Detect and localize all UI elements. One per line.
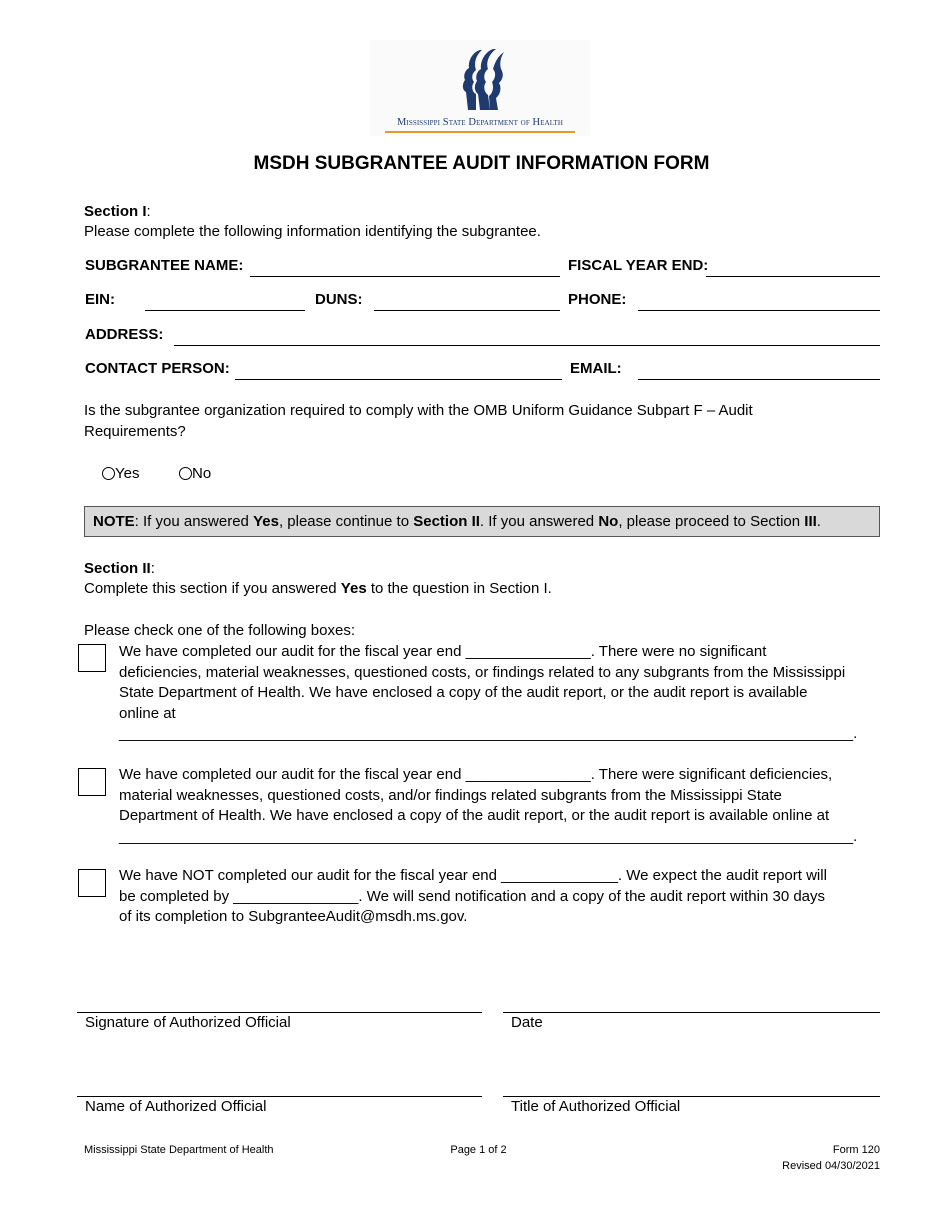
- option1-checkbox[interactable]: [78, 644, 106, 672]
- section2-instructions: [84, 579, 552, 599]
- radio-yes[interactable]: [102, 467, 115, 480]
- section2-instr-a: Complete this section if you answered: [84, 580, 341, 597]
- omb-question-line1: Is the subgrantee organization required to comply with the OMB Uniform Guidance Subpart F – Audit: [84, 402, 753, 419]
- fiscal-year-end-field[interactable]: [706, 276, 880, 277]
- signature-label: Signature of Authorized Official: [85, 1014, 291, 1031]
- option2-checkbox[interactable]: [78, 768, 106, 796]
- note-text-5: .: [816, 513, 821, 530]
- msdh-logo-mark: [370, 40, 590, 112]
- contact-person-field[interactable]: [235, 379, 562, 380]
- radio-no-label: No: [192, 465, 212, 482]
- note-section-iii: III: [804, 513, 817, 530]
- email-label: EMAIL:: [570, 360, 622, 377]
- ein-label: EIN:: [85, 291, 115, 308]
- section1-heading-text: Section I: [84, 203, 147, 220]
- msdh-logo: [370, 40, 590, 136]
- option1-line3: State Department of Health. We have enclosed a copy of the audit report, or the audit report is available: [119, 684, 808, 701]
- duns-field[interactable]: [374, 310, 560, 311]
- title-label: Title of Authorized Official: [511, 1098, 681, 1115]
- fiscal-year-end-label: FISCAL YEAR END:: [568, 257, 709, 274]
- footer-form-number: Form 120: [832, 1144, 880, 1156]
- note-text-3: . If you answered: [479, 513, 599, 530]
- footer-page-number: Page 1 of 2: [450, 1144, 507, 1156]
- section1-heading: [84, 202, 151, 222]
- section2-instr-c: to the question in Section I.: [366, 580, 552, 597]
- radio-yes-label: Yes: [115, 465, 140, 482]
- footer-revised-date: Revised 04/30/2021: [782, 1160, 880, 1172]
- option3-text: [119, 866, 899, 928]
- option1-line4: online at: [119, 704, 176, 722]
- note-text-4: , please proceed to Section: [618, 513, 805, 530]
- phone-field[interactable]: [638, 310, 880, 311]
- option3-line2: be completed by _______________. We will send notification and a copy of the audit report within 30 days: [119, 887, 826, 905]
- option1-url-line[interactable]: ________________________________________________________________________________________.: [119, 725, 858, 742]
- option1-line1: We have completed our audit for the fiscal year end _______________. There were no significant: [119, 643, 767, 660]
- section2-heading-text: Section II: [84, 560, 151, 577]
- note-section-ii: Section II: [413, 513, 480, 530]
- note-text-2: , please continue to: [278, 513, 414, 530]
- date-label: Date: [511, 1014, 543, 1031]
- note-yes: Yes: [253, 513, 279, 530]
- section2-heading-colon: :: [150, 560, 155, 577]
- check-prompt: Please check one of the following boxes:: [84, 622, 356, 639]
- section2-heading: [84, 559, 155, 579]
- contact-person-label: CONTACT PERSON:: [85, 360, 230, 377]
- logo-text: Mississippi State Department of Health: [396, 117, 564, 128]
- option3-checkbox[interactable]: [78, 869, 106, 897]
- name-label: Name of Authorized Official: [85, 1098, 267, 1115]
- option2-url-line[interactable]: ________________________________________________________________________________________.: [119, 827, 858, 845]
- option1-line2: deficiencies, material weaknesses, questioned costs, or findings related to any subgrants from the Mississippi: [119, 663, 846, 681]
- note-no: No: [598, 513, 619, 530]
- logo-underline: [385, 131, 575, 133]
- omb-question-line2: Requirements?: [84, 423, 186, 440]
- footer-left: Mississippi State Department of Health: [84, 1144, 274, 1156]
- radio-no-option[interactable]: [179, 464, 211, 484]
- email-field[interactable]: [638, 379, 880, 380]
- option2-line3: Department of Health. We have enclosed a copy of the audit report, or the audit report is available online at: [119, 807, 830, 824]
- radio-yes-option[interactable]: [102, 464, 139, 484]
- note-label: NOTE: [93, 513, 135, 530]
- option1-text: [119, 642, 899, 745]
- address-field[interactable]: [174, 345, 880, 346]
- address-label: ADDRESS:: [85, 326, 164, 343]
- note-box: [84, 506, 880, 537]
- phone-label: PHONE:: [568, 291, 627, 308]
- duns-label: DUNS:: [315, 291, 363, 308]
- note-text-1: : If you answered: [134, 513, 254, 530]
- radio-no[interactable]: [179, 467, 192, 480]
- date-line[interactable]: [503, 1012, 880, 1013]
- option2-line2: material weaknesses, questioned costs, and/or findings related subgrants from the Mississippi State: [119, 786, 782, 804]
- subgrantee-name-field[interactable]: [250, 276, 560, 277]
- option3-line3: of its completion to SubgranteeAudit@msdh.ms.gov.: [119, 908, 468, 925]
- ein-field[interactable]: [145, 310, 305, 311]
- option2-line1: We have completed our audit for the fiscal year end _______________. There were significant deficiencies,: [119, 766, 833, 783]
- section1-heading-colon: :: [146, 203, 151, 220]
- section1-instructions: Please complete the following information identifying the subgrantee.: [84, 223, 541, 240]
- option2-text: [119, 765, 899, 847]
- section2-instr-yes: Yes: [340, 580, 367, 597]
- subgrantee-name-label: SUBGRANTEE NAME:: [85, 257, 244, 274]
- option3-line1: We have NOT completed our audit for the fiscal year end ______________. We expect the audit report will: [119, 867, 827, 884]
- page-title: MSDH SUBGRANTEE AUDIT INFORMATION FORM: [253, 153, 710, 174]
